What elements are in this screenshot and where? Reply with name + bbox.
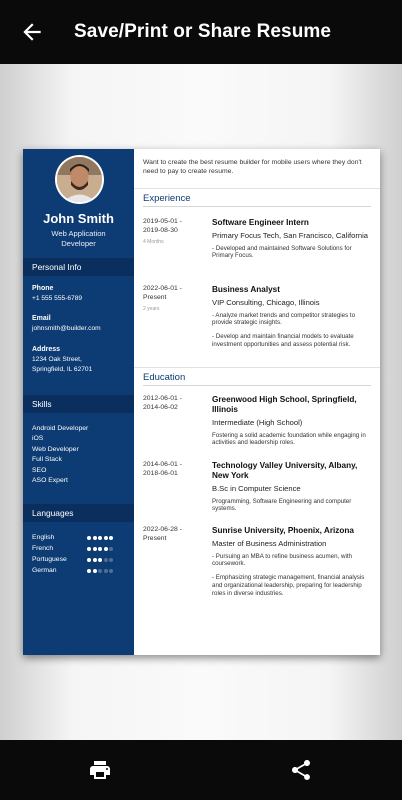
entry-details	[212, 395, 371, 447]
language-row	[32, 554, 122, 565]
language-name: French	[32, 545, 54, 552]
rating-dot-filled	[93, 558, 97, 562]
entry-bullet: - Developed and maintained Software Solutions for Primary Focus.	[212, 244, 352, 260]
printer-icon	[88, 758, 112, 782]
rating-dot-filled	[87, 536, 91, 540]
skill-item: ASO Expert	[32, 477, 68, 485]
education-entry	[143, 395, 371, 447]
entry-org: VIP Consulting, Chicago, Illinois	[212, 298, 320, 307]
entry-title: Technology Valley University, Albany, New York	[212, 461, 358, 480]
resume-main	[134, 149, 380, 655]
rating-dot-empty	[109, 569, 113, 573]
entry-details	[212, 218, 371, 260]
language-row	[32, 543, 122, 554]
rating-dot-filled	[104, 536, 108, 540]
avatar-photo	[57, 157, 102, 202]
entry-date: 2014-06-01 - 2018-06-01	[143, 461, 182, 477]
address-line-2: Springfield, IL 62701	[32, 366, 93, 373]
duration: 4 Months	[143, 239, 164, 245]
entry-date	[143, 285, 212, 349]
experience-heading: Experience	[143, 193, 371, 207]
entry-org: Primary Focus Tech, San Francisco, California	[212, 231, 369, 240]
rating-dot-filled	[104, 547, 108, 551]
entry-desc: Programming, Software Engineering and computer systems.	[212, 497, 352, 513]
skill-item: Full Stack	[32, 456, 62, 464]
education-heading: Education	[143, 372, 371, 386]
app-bar	[0, 0, 402, 64]
language-row	[32, 532, 122, 543]
resume-preview[interactable]	[23, 149, 380, 655]
education-entry	[143, 526, 371, 597]
skills-list	[32, 424, 88, 486]
rating-dot-filled	[87, 547, 91, 551]
language-rating	[87, 536, 113, 540]
entry-title: Sunrise University, Phoenix, Arizona	[212, 526, 354, 535]
date-range: 2019-05-01 - 2019-08-30	[143, 218, 182, 234]
resume-sidebar	[23, 149, 134, 655]
entry-degree: Master of Business Administration	[212, 539, 327, 548]
rating-dot-filled	[98, 536, 102, 540]
rating-dot-filled	[98, 547, 102, 551]
entry-degree: B.Sc in Computer Science	[212, 484, 301, 493]
rating-dot-filled	[98, 558, 102, 562]
experience-entry	[143, 218, 371, 260]
resume-role: Web Application Developer	[51, 229, 106, 248]
entry-degree: Intermediate (High School)	[212, 418, 303, 427]
entry-desc: - Emphasizing strategic management, financial analysis and organizational leadership, preparing for leadership roles in diverse industries.	[212, 574, 365, 597]
email-value: johnsmith@builder.com	[32, 325, 101, 332]
rating-dot-filled	[93, 547, 97, 551]
language-rating	[87, 569, 113, 573]
entry-date	[143, 218, 212, 260]
entry-desc: Fostering a solid academic foundation while engaging in activities and leadership roles.	[212, 431, 366, 447]
date-range: 2022-06-01 - Present	[143, 285, 182, 301]
skill-item: SEO	[32, 466, 47, 474]
phone-value: +1 555 555-6789	[32, 295, 83, 302]
address-line-1: 1234 Oak Street,	[32, 356, 82, 363]
rating-dot-filled	[93, 569, 97, 573]
language-name: German	[32, 567, 57, 574]
skills-heading: Skills	[23, 395, 134, 413]
email-label: Email	[32, 315, 51, 322]
print-button[interactable]	[84, 754, 116, 786]
entry-bullet: - Develop and maintain financial models to evaluate investment opportunities and assess potential risk.	[212, 333, 354, 348]
language-rating	[87, 558, 113, 562]
experience-entry	[143, 285, 371, 349]
rating-dot-empty	[98, 569, 102, 573]
skill-item: Web Developer	[32, 445, 79, 453]
phone-label: Phone	[32, 285, 54, 292]
address-label: Address	[32, 346, 61, 353]
entry-date: 2012-06-01 - 2014-06-02	[143, 395, 182, 411]
entry-desc: - Pursuing an MBA to refine business acumen, with coursework.	[212, 552, 352, 568]
education-entry	[143, 461, 371, 513]
language-name: Portuguese	[32, 556, 67, 563]
rating-dot-empty	[109, 547, 113, 551]
entry-details	[212, 526, 371, 597]
rating-dot-filled	[87, 558, 91, 562]
skill-item: iOS	[32, 435, 44, 443]
language-row	[32, 565, 122, 576]
language-rating	[87, 547, 113, 551]
skill-item: Android Developer	[32, 425, 89, 432]
rating-dot-filled	[87, 569, 91, 573]
entry-title: Greenwood High School, Springfield, Illinois	[212, 395, 357, 414]
back-button[interactable]	[0, 0, 64, 64]
entry-title: Software Engineer Intern	[212, 218, 309, 227]
rating-dot-empty	[104, 558, 108, 562]
share-icon	[289, 758, 313, 782]
rating-dot-empty	[104, 569, 108, 573]
rating-dot-filled	[109, 536, 113, 540]
rating-dot-empty	[109, 558, 113, 562]
language-name: English	[32, 534, 55, 541]
resume-intro: Want to create the best resume builder for mobile users where they don't need to pay to create resume.	[143, 159, 362, 175]
avatar	[55, 155, 104, 204]
languages-heading: Languages	[23, 504, 134, 522]
entry-date: 2022-06-28 - Present	[143, 526, 182, 542]
rating-dot-filled	[93, 536, 97, 540]
entry-bullet: - Analyze market trends and competitor strategies to provide strategic insights.	[212, 311, 356, 327]
entry-details	[212, 461, 371, 513]
preview-canvas	[0, 64, 402, 740]
entry-details	[212, 285, 371, 349]
bottom-action-bar	[0, 740, 402, 800]
resume-name: John Smith	[43, 211, 114, 226]
duration: 2 years	[143, 306, 160, 312]
page-title: Save/Print or Share Resume	[74, 21, 332, 42]
personal-info-heading: Personal Info	[23, 258, 134, 276]
share-button[interactable]	[285, 754, 317, 786]
arrow-left-icon	[19, 19, 45, 45]
entry-title: Business Analyst	[212, 285, 280, 294]
